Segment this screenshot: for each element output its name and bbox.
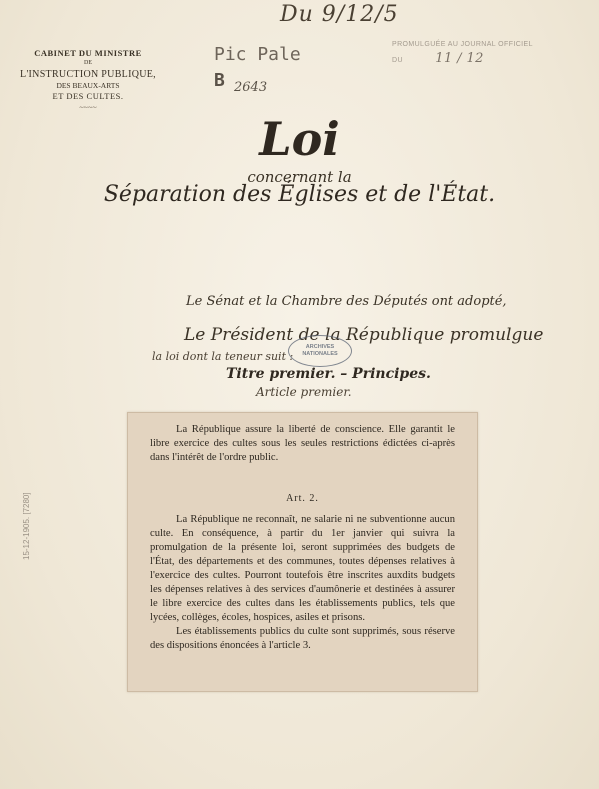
archives-stamp-line-1: ARCHIVES xyxy=(305,343,335,350)
article2-paragraph-1: La République ne reconnaît, ne salarie ni ne subventionne aucun culte. En conséquence, à partir du 1er janvier qui suivra la promulgation de la présente loi, seront supprimées des budgets de l'État, des départements et des communes, toutes dépenses relatives à l'exercice des cultes. Pourront toutefois être inscrites auxdits budgets les dépenses relatives à des services d'aumônerie et destinées à assurer le libre exercice des cultes dans les établissements publics, tels que lycées, collèges, écoles, hospices, asiles et prisons. xyxy=(150,514,455,623)
preamble-senat: Le Sénat et la Chambre des Députés ont adopté, xyxy=(186,294,507,309)
reference-letter: B xyxy=(214,70,225,91)
printed-clipping xyxy=(127,412,478,692)
reference-number: 2643 xyxy=(234,80,268,95)
archives-stamp-line-2: NATIONALES xyxy=(302,351,338,357)
archives-nationales-stamp xyxy=(288,335,352,367)
cabinet-line-3: L'INSTRUCTION PUBLIQUE, xyxy=(20,68,156,80)
article1-text: La République assure la liberté de conscience. Elle garantit le libre exercice des cultes sous les seules restrictions édictées ci-après dans l'intérêt de l'ordre public. xyxy=(150,424,455,463)
cabinet-line-2: DE xyxy=(84,60,92,67)
reference-stamp: Pic Pale xyxy=(214,44,301,65)
article2-text-block xyxy=(150,513,455,653)
ministry-header xyxy=(18,48,158,113)
handwritten-date-note: Du 9/12/5 xyxy=(280,2,399,27)
preamble-president: Le Président de la République promulgue xyxy=(184,325,544,345)
title-subject: Séparation des Églises et de l'État. xyxy=(103,182,496,207)
ornament-divider: ~~~~ xyxy=(79,102,97,112)
cabinet-line-5: ET DES CULTES. xyxy=(52,91,124,102)
preamble-teneur: la loi dont la teneur suit : xyxy=(152,350,294,363)
article2-heading: Art. 2. xyxy=(286,493,319,504)
cabinet-line-1: CABINET DU MINISTRE xyxy=(34,48,142,58)
journal-stamp-text: PROMULGUÉE AU JOURNAL OFFICIEL xyxy=(392,41,533,48)
title-premier-heading: Titre premier. – Principes. xyxy=(226,366,431,382)
article1-text-block xyxy=(150,423,455,465)
vertical-archive-note: 15-12-1905. [7280] xyxy=(22,492,31,560)
journal-stamp-date: 11 / 12 xyxy=(435,50,484,66)
journal-officiel-stamp xyxy=(392,40,582,68)
cabinet-line-4: DES BEAUX-ARTS xyxy=(56,81,120,91)
article2-paragraph-2: Les établissements publics du culte sont supprimés, sous réserve des dispositions énoncées à l'article 3. xyxy=(150,626,455,651)
article-premier-heading: Article premier. xyxy=(256,385,352,399)
document-title: Loi xyxy=(259,112,340,166)
journal-stamp-prefix: DU xyxy=(392,56,403,64)
title-concernant: concernant la xyxy=(247,168,352,186)
